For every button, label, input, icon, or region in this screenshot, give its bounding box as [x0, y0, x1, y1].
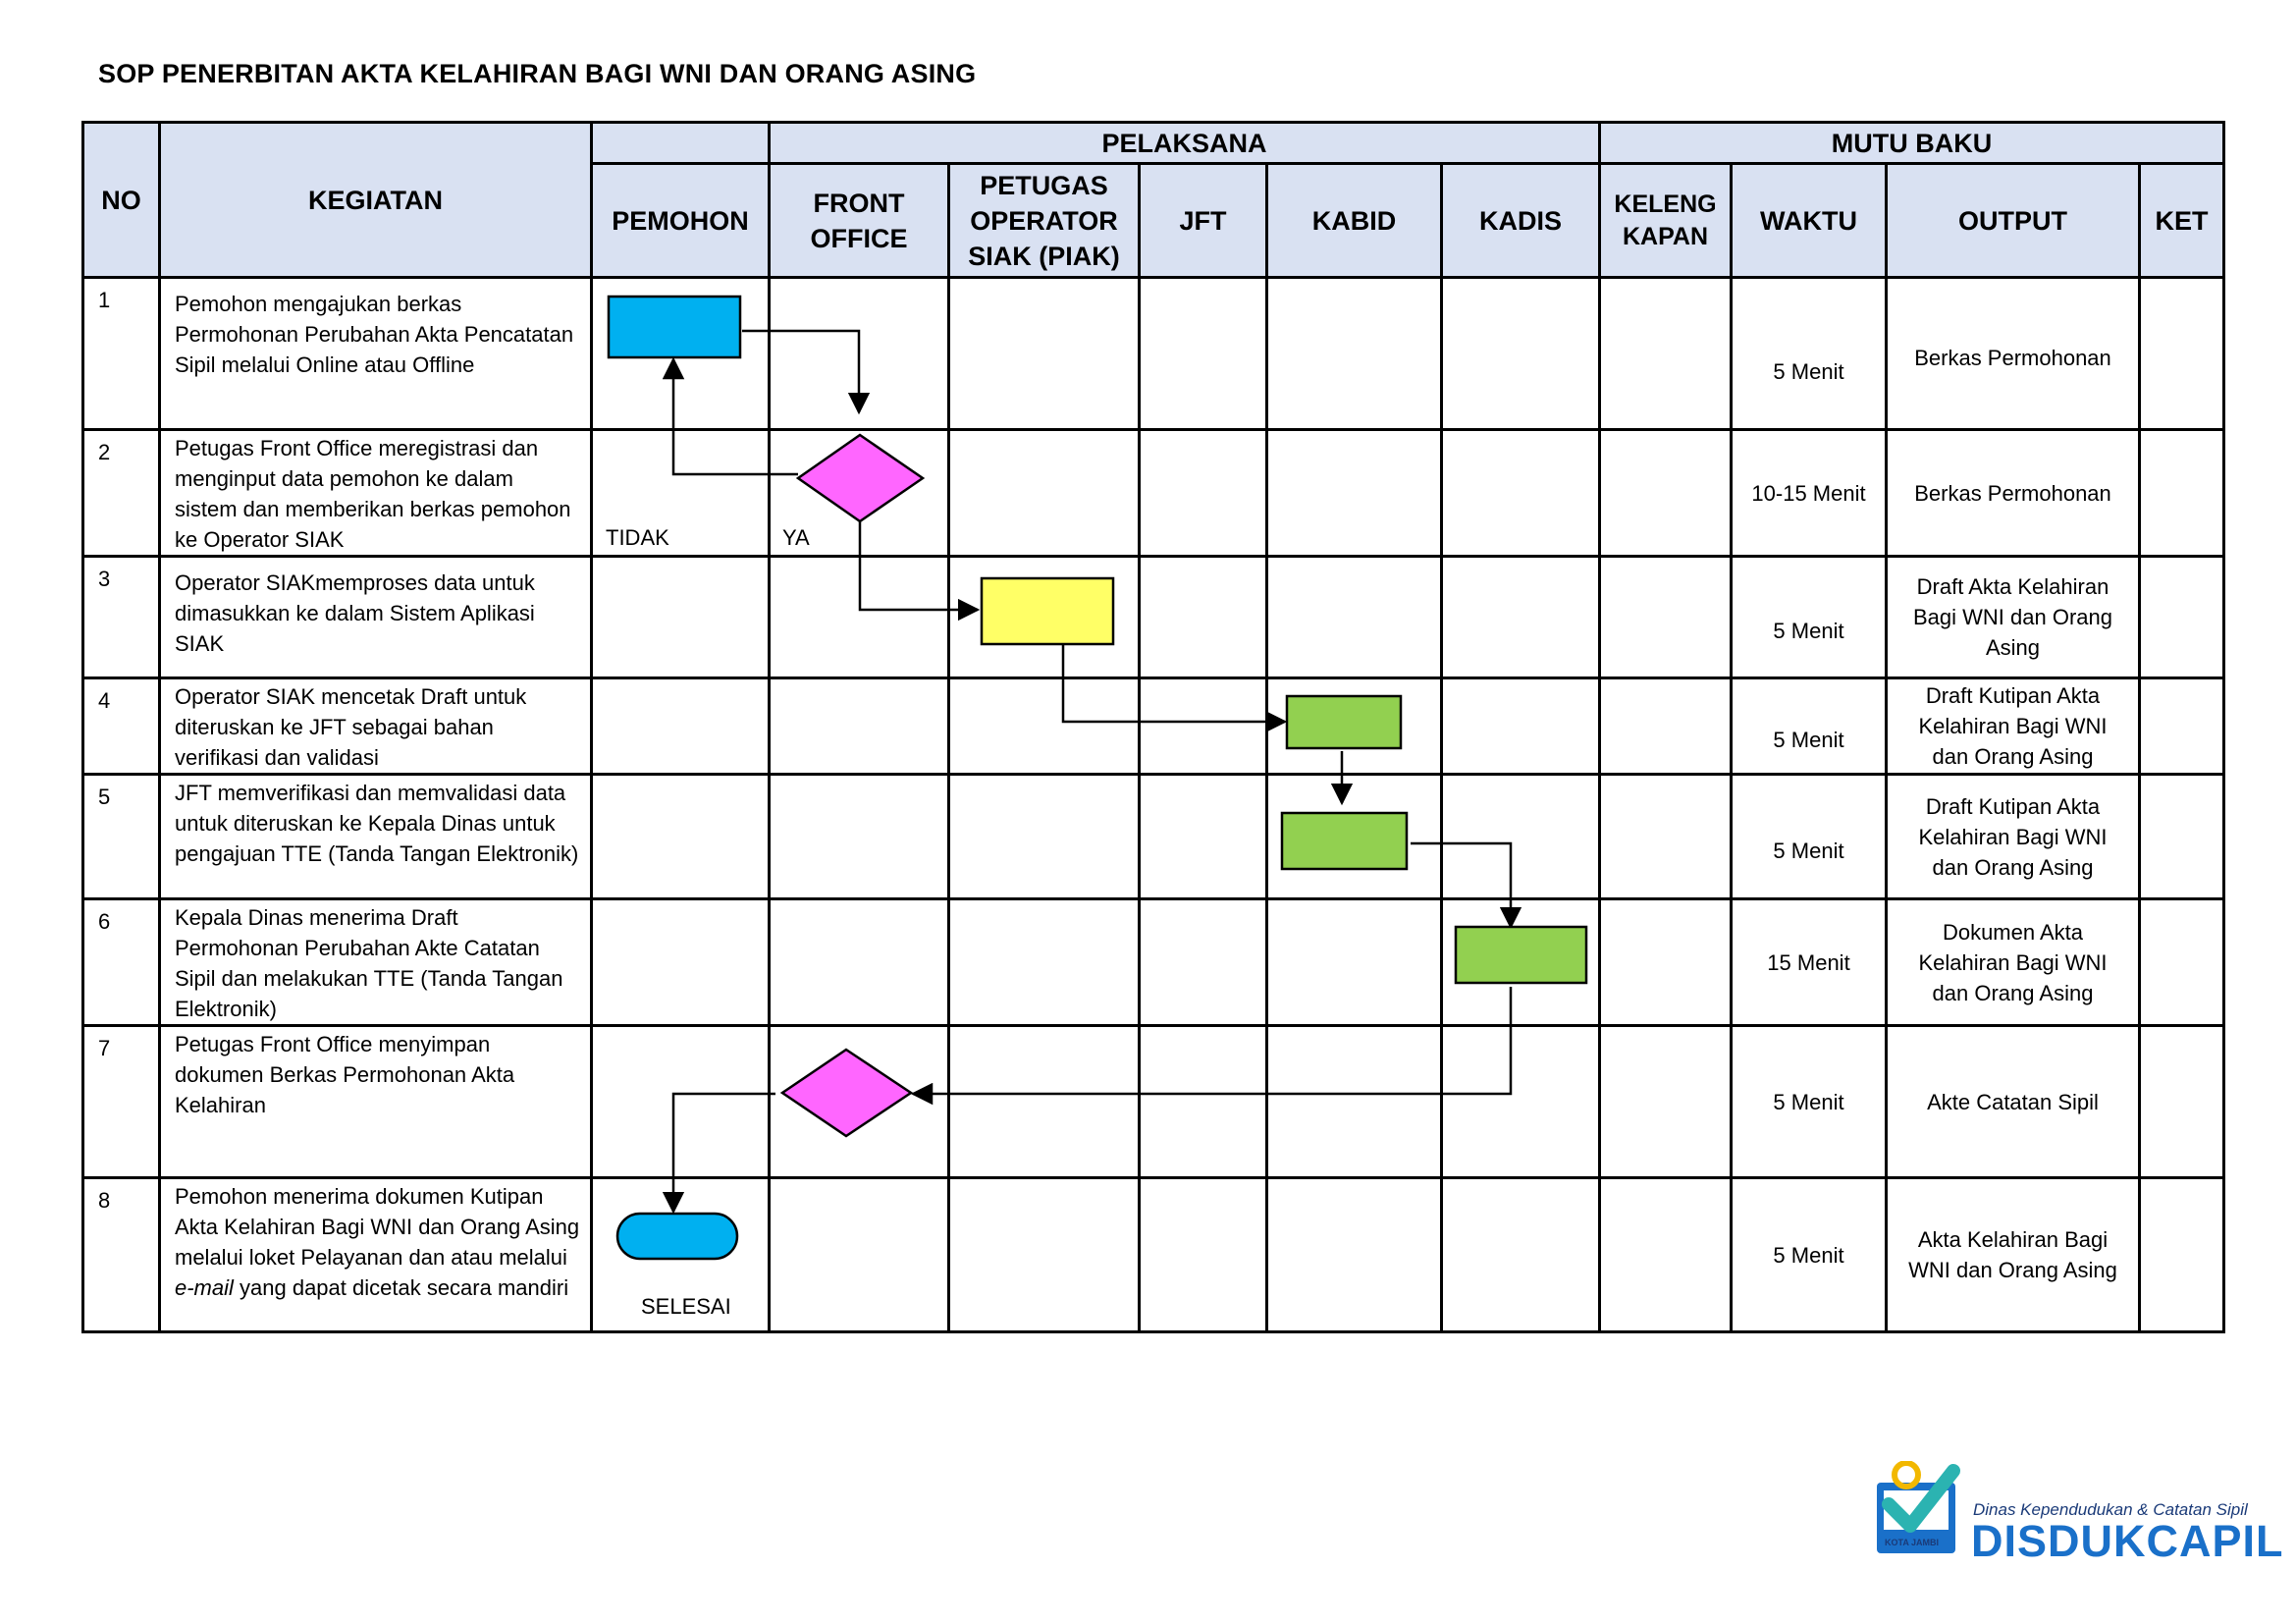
- table-row: [83, 1026, 2224, 1178]
- row-output: Berkas Permohonan: [1887, 278, 2140, 430]
- label-tidak: TIDAK: [606, 525, 669, 550]
- row-kegiatan: Petugas Front Office meregistrasi dan menginput data pemohon ke dalam sistem dan memberikan berkas pemohon ke Operator SIAK: [160, 430, 592, 557]
- row-kegiatan: Operator SIAKmemproses data untuk dimasukkan ke dalam Sistem Aplikasi SIAK: [160, 557, 592, 678]
- header-kadis: KADIS: [1442, 164, 1600, 278]
- table-row: [83, 278, 2224, 430]
- row-kegiatan: Kepala Dinas menerima Draft Permohonan Perubahan Akte Catatan Sipil dan melakukan TTE (Tanda Tangan Elektronik): [160, 899, 592, 1026]
- logo-subtitle: Dinas Kependudukan & Catatan Sipil: [1973, 1500, 2248, 1519]
- header-kabid: KABID: [1267, 164, 1442, 278]
- row-no: 5: [83, 775, 160, 899]
- label-selesai: SELESAI: [641, 1294, 731, 1319]
- header-jft: JFT: [1140, 164, 1267, 278]
- row-waktu: 5 Menit: [1732, 775, 1887, 899]
- header-kelengkapan: KELENG KAPAN: [1600, 164, 1732, 278]
- table-row: [83, 1178, 2224, 1332]
- row-no: 3: [83, 557, 160, 678]
- row-waktu: 5 Menit: [1732, 1178, 1887, 1332]
- row-no: 6: [83, 899, 160, 1026]
- label-ya: YA: [782, 525, 810, 550]
- row-waktu: 5 Menit: [1732, 278, 1887, 430]
- row-output: Draft Kutipan Akta Kelahiran Bagi WNI dan Orang Asing: [1887, 775, 2140, 899]
- row-output: Draft Kutipan Akta Kelahiran Bagi WNI dan Orang Asing: [1887, 678, 2140, 775]
- row-kegiatan: Operator SIAK mencetak Draft untuk diteruskan ke JFT sebagai bahan verifikasi dan validasi: [160, 678, 592, 775]
- header-kegiatan: KEGIATAN: [160, 123, 592, 278]
- table-row: [83, 557, 2224, 678]
- row-kegiatan: JFT memverifikasi dan memvalidasi data untuk diteruskan ke Kepala Dinas untuk pengajuan TTE (Tanda Tangan Elektronik): [160, 775, 592, 899]
- row-kegiatan: Pemohon menerima dokumen Kutipan Akta Kelahiran Bagi WNI dan Orang Asing melalui loket Pelayanan dan atau melalui e-mail yang dapat dicetak secara mandiri: [160, 1178, 592, 1332]
- logo-city: KOTA JAMBI: [1885, 1538, 1939, 1547]
- row-waktu: 5 Menit: [1732, 1026, 1887, 1178]
- table-row: [83, 899, 2224, 1026]
- row-no: 2: [83, 430, 160, 557]
- header-pemohon: PEMOHON: [592, 164, 770, 278]
- row-output: Dokumen Akta Kelahiran Bagi WNI dan Orang Asing: [1887, 899, 2140, 1026]
- row-no: 1: [83, 278, 160, 430]
- row-output: Draft Akta Kelahiran Bagi WNI dan Orang Asing: [1887, 557, 2140, 678]
- page-title: SOP PENERBITAN AKTA KELAHIRAN BAGI WNI DAN ORANG ASING: [98, 59, 977, 88]
- header-pelaksana: PELAKSANA: [770, 123, 1600, 164]
- header-mutu-baku: MUTU BAKU: [1600, 123, 2224, 164]
- row-waktu: 10-15 Menit: [1732, 430, 1887, 557]
- header-ket: KET: [2140, 164, 2224, 278]
- row-waktu: 5 Menit: [1732, 557, 1887, 678]
- header-output: OUTPUT: [1887, 164, 2140, 278]
- row-output: Akta Kelahiran Bagi WNI dan Orang Asing: [1887, 1178, 2140, 1332]
- row-waktu: 15 Menit: [1732, 899, 1887, 1026]
- header-waktu: WAKTU: [1732, 164, 1887, 278]
- sop-table: [81, 121, 2225, 1333]
- row-no: 4: [83, 678, 160, 775]
- row-kegiatan: Pemohon mengajukan berkas Permohonan Perubahan Akta Pencatatan Sipil melalui Online atau Offline: [160, 278, 592, 430]
- header-blank: [592, 123, 770, 164]
- header-front-office: FRONT OFFICE: [770, 164, 949, 278]
- row-no: 8: [83, 1178, 160, 1332]
- row-no: 7: [83, 1026, 160, 1178]
- row-output: Berkas Permohonan: [1887, 430, 2140, 557]
- header-no: NO: [83, 123, 160, 278]
- logo-name: DISDUKCAPIL: [1971, 1516, 2284, 1566]
- row-kegiatan: Petugas Front Office menyimpan dokumen Berkas Permohonan Akta Kelahiran: [160, 1026, 592, 1178]
- table-row: [83, 430, 2224, 557]
- row-waktu: 5 Menit: [1732, 678, 1887, 775]
- row-output: Akte Catatan Sipil: [1887, 1026, 2140, 1178]
- table-row: [83, 678, 2224, 775]
- table-row: [83, 775, 2224, 899]
- header-petugas-operator: PETUGAS OPERATOR SIAK (PIAK): [949, 164, 1140, 278]
